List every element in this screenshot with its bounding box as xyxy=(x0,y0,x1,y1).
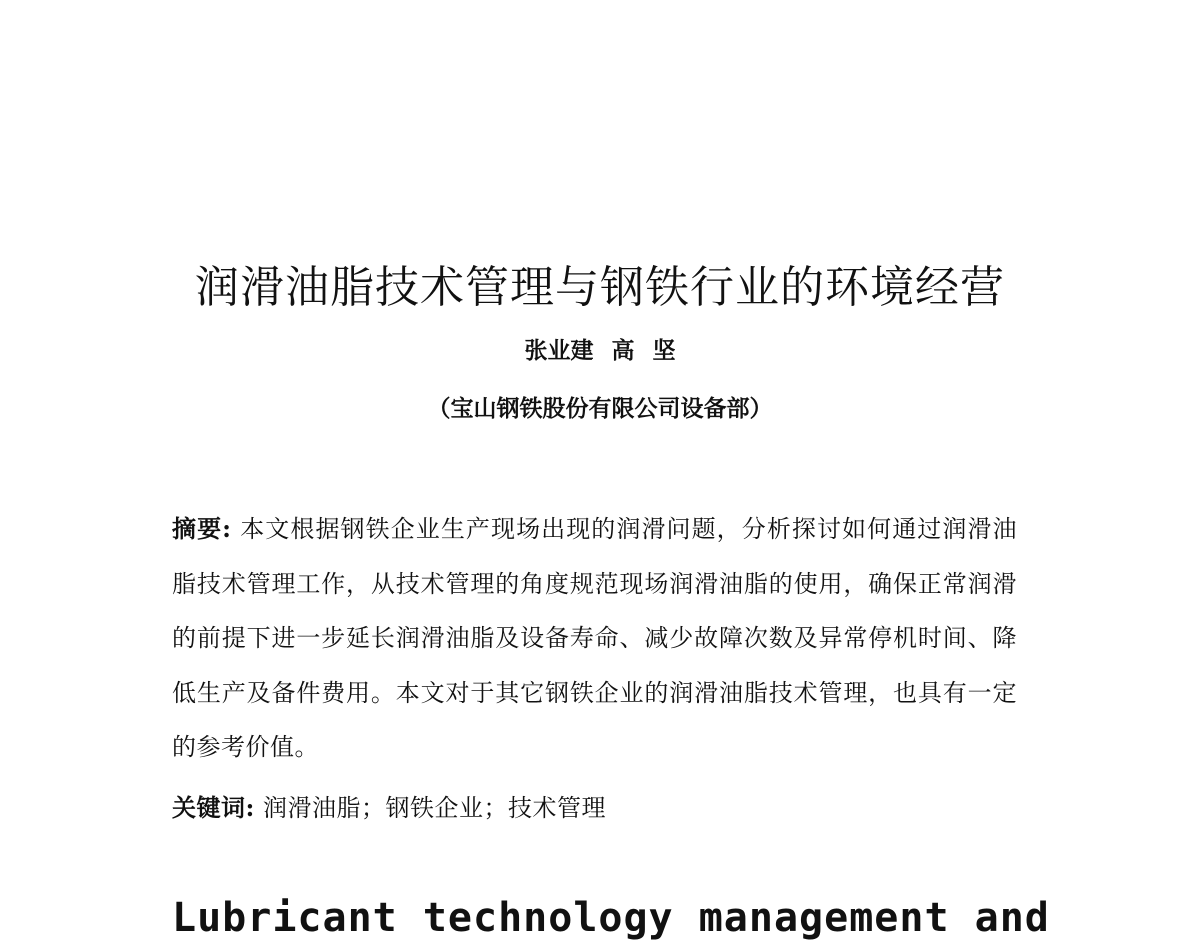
abstract-text: 本文根据钢铁企业生产现场出现的润滑问题，分析探讨如何通过润滑油脂技术管理工作，从技术管理的角度规范现场润滑油脂的使用，确保正常润滑的前提下进一步延长润滑油脂及设备寿命、减少故障次数及异常停机时间、降低生产及备件费用。本文对于其它钢铁企业的润滑油脂技术管理，也具有一定的参考价值。 xyxy=(172,515,1018,761)
english-title: Lubricant technology management and xyxy=(172,895,1050,941)
affiliation: （宝山钢铁股份有限公司设备部） xyxy=(427,395,773,422)
keywords-text: 润滑油脂；钢铁企业；技术管理 xyxy=(263,794,606,822)
keywords-label: 关键词: xyxy=(172,793,255,822)
abstract-label: 摘要: xyxy=(172,514,232,543)
paper-title: 润滑油脂技术管理与钢铁行业的环境经营 xyxy=(195,262,1005,313)
keywords xyxy=(172,788,1017,828)
authors: 张业建 高 坚 xyxy=(524,337,676,364)
abstract xyxy=(172,502,1017,775)
